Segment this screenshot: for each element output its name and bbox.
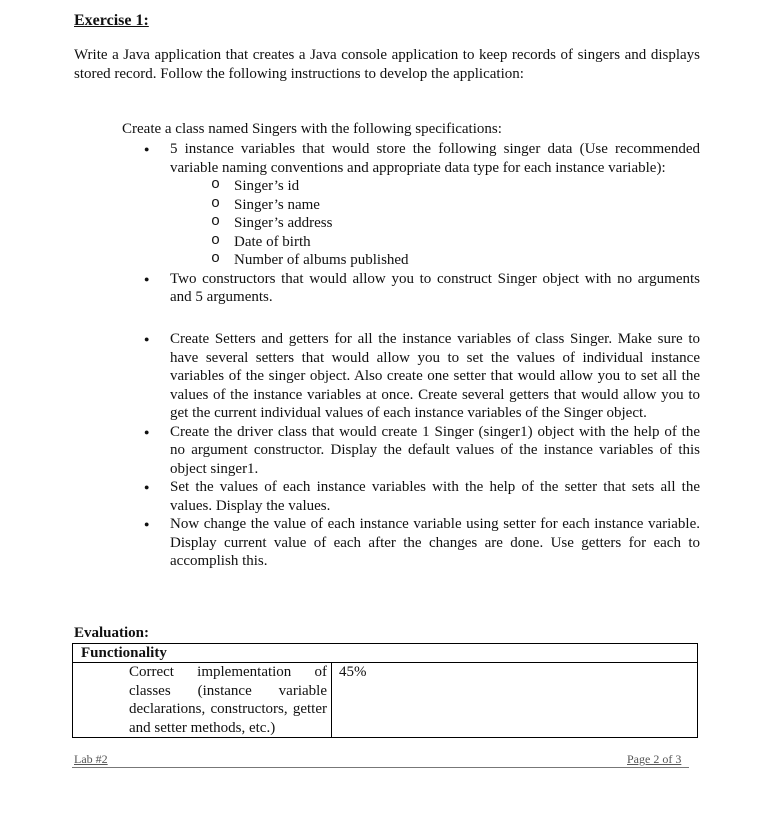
- bullet-change-values: ● Now change the value of each instance variable using setter for each instance variable. Display current value of each after the changes are done. Use getters for each to accomplish this.: [140, 515, 700, 571]
- sub-item: o Singer’s name: [140, 196, 700, 215]
- sub-item: o Singer’s id: [140, 177, 700, 196]
- lead-sentence: Create a class named Singers with the following specifications:: [122, 121, 502, 137]
- sub-item: o Number of albums published: [140, 251, 700, 270]
- spec-list-1: [140, 140, 700, 307]
- intro-paragraph: Write a Java application that creates a Java console application to keep records of singers and displays stored record. Follow the following instructions to develop the application:: [74, 47, 700, 82]
- bullet-instance-variables: ● 5 instance variables that would store the following singer data (Use recommended variable naming conventions and appropriate data type for each instance variable):: [140, 140, 700, 177]
- bullet-setters-getters: ● Create Setters and getters for all the instance variables of class Singer. Make sure to have several setters that would allow you to set the values of individual instance variables of the singer object. Also create one setter that would allow you to set all the values of the instance variables at once. Create several getters that would allow you to get the current individual values of each instance variables of the Singer object.: [140, 330, 700, 423]
- spec-list-2: [140, 330, 700, 571]
- evaluation-table: [72, 643, 698, 738]
- bullet-set-all-values: ● Set the values of each instance variables with the help of the setter that sets all the values. Display the values.: [140, 478, 700, 515]
- sub-item: o Singer’s address: [140, 214, 700, 233]
- bullet-driver-class: ● Create the driver class that would create 1 Singer (singer1) object with the help of the no argument constructor. Display the default values of the instance variables of this object singer1.: [140, 423, 700, 479]
- footer-lab-label: Lab #2: [74, 752, 108, 766]
- footer-divider: [72, 767, 689, 768]
- footer-page-number: Page 2 of 3: [627, 752, 682, 766]
- criteria-cell: Correct implementation of classes (instance variable declarations, constructors, getter and setter methods, etc.): [73, 663, 332, 738]
- functionality-header: Functionality: [73, 644, 698, 663]
- bullet-constructors: ● Two constructors that would allow you to construct Singer object with no arguments and 5 arguments.: [140, 270, 700, 307]
- exercise-title: Exercise 1:: [74, 12, 149, 29]
- evaluation-label: Evaluation:: [74, 625, 150, 641]
- table-row: [73, 663, 698, 738]
- percent-cell: 45%: [332, 663, 698, 738]
- sub-item: o Date of birth: [140, 233, 700, 252]
